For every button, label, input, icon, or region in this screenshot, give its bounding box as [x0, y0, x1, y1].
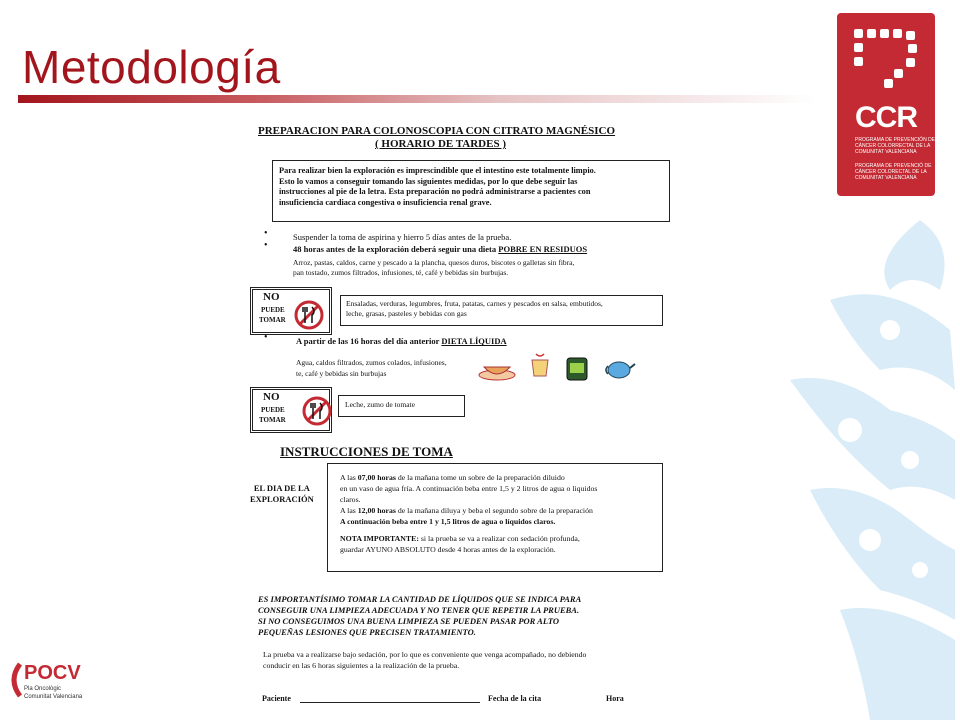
puede-label: PUEDE: [261, 306, 285, 314]
allowed-line: pan tostado, zumos filtrados, infusiones, té, café y bebidas sin burbujas.: [293, 268, 509, 277]
instr-line: A las 12,00 horas de la mañana diluya y beba el segundo sobre de la preparación: [340, 506, 593, 515]
ccr-mark-icon: [854, 29, 918, 95]
slide-title: Metodología: [22, 41, 281, 93]
puede-label: PUEDE: [261, 406, 285, 414]
intro-line: instrucciones al pie de la letra. Esta preparación no podrá administrarse a pacientes con: [279, 187, 591, 196]
bullet-2-underline: POBRE EN RESIDUOS: [498, 244, 588, 254]
allowed-line: te, café y bebidas sin burbujas: [296, 369, 387, 378]
jar-icon: [564, 354, 590, 382]
sedation-line: conducir en las 6 horas siguientes a la realización de la prueba.: [263, 661, 460, 670]
instr-line: A las 07,00 horas de la mañana tome un sobre de la preparación diluido: [340, 473, 565, 482]
tomar-label: TOMAR: [259, 316, 286, 324]
pocv-mark-icon: [6, 660, 26, 700]
soup-bowl-icon: [478, 357, 516, 381]
warning-text: [258, 594, 581, 638]
pocv-sub2: Comunitat Valenciana: [24, 694, 83, 700]
no-food-icon: [302, 396, 332, 426]
no-label: NO: [263, 291, 280, 303]
allowed-foods-2: [296, 357, 447, 379]
warning-line: CONSEGUIR UNA LIMPIEZA ADECUADA Y NO TENER QUE REPETIR LA PRUEBA.: [258, 605, 580, 615]
warning-line: SI NO CONSEGUIMOS UNA BUENA LIMPIEZA SE PUEDEN PASAR POR ALTO: [258, 616, 560, 626]
bullet-dot: •: [264, 228, 268, 239]
day-label-line: EXPLORACIÓN: [250, 493, 314, 504]
instr-line: en un vaso de agua fría. A continuación beba entre 1,5 y 2 litros de agua o liquidos: [340, 484, 598, 493]
intro-line: insuficiencia cardiaca congestiva o insuficiencia renal grave.: [279, 197, 492, 207]
instr-line: claros.: [340, 495, 361, 504]
warning-line: ES IMPORTANTÍSIMO TOMAR LA CANTIDAD DE LÍQUIDOS QUE SE INDICA PARA: [258, 594, 582, 604]
allowed-foods-1: [293, 258, 574, 278]
instructions-heading: INSTRUCCIONES DE TOMA: [280, 444, 453, 459]
background-emblem-art: [770, 220, 960, 720]
bullet-1: Suspender la toma de aspirina y hierro 5 días antes de la prueba.: [293, 232, 512, 242]
warning-line: PEQUEÑAS LESIONES QUE PRECISEN TRATAMIENTO.: [258, 627, 476, 637]
footer-fecha: Fecha de la cita: [488, 694, 542, 703]
instructions-text: [340, 472, 597, 555]
forbidden-foods-1: [346, 299, 603, 319]
title-rule: [18, 95, 818, 103]
ccr-line1: PROGRAMA DE PREVENCIÓN DE CÁNCER COLORRECTAL DE LA COMUNITAT VALENCIANA: [855, 137, 936, 155]
pocv-sub1: Pla Oncològic: [24, 686, 62, 692]
nota-line-2: guardar AYUNO ABSOLUTO desde 4 horas antes de la exploración.: [340, 545, 556, 554]
doc-heading-1: PREPARACION PARA COLONOSCOPIA CON CITRATO MAGNÉSICO: [258, 125, 616, 137]
footer-paciente: Paciente: [262, 694, 291, 703]
instr-line: A continuación beba entre 1 y 1,5 litros de agua o líquidos claros.: [340, 517, 556, 526]
teapot-icon: [604, 356, 636, 380]
allowed-line: Arroz, pastas, caldos, carne y pescado a la plancha, quesos duros, biscotes o galletas sin fibra,: [293, 258, 575, 267]
ccr-logo: [837, 13, 935, 196]
intro-line: Esto lo vamos a conseguir tomando las siguientes medidas, por lo que debe seguir las: [279, 176, 578, 186]
no-food-icon: [294, 300, 324, 330]
intro-line: Para realizar bien la exploración es imprescindible que el intestino este totalmente limpio.: [279, 166, 596, 175]
forbidden-line: Ensaladas, verduras, legumbres, fruta, patatas, carnes y pescados en salsa, embutidos,: [346, 299, 603, 308]
forbidden-line: leche, grasas, pasteles y bebidas con gas: [346, 309, 467, 318]
cup-icon: [528, 352, 552, 380]
intro-text: [279, 166, 596, 208]
bullet-3: [296, 336, 507, 346]
bullet-dot: •: [264, 240, 268, 251]
footer-hora: Hora: [606, 694, 624, 703]
tomar-label: TOMAR: [259, 416, 286, 424]
bullet-3-underline: DIETA LÍQUIDA: [441, 336, 507, 346]
allowed-line: Agua, caldos filtrados, zumos colados, infusiones,: [296, 358, 447, 367]
bullet-dot: •: [264, 332, 268, 343]
forbidden-foods-2: Leche, zumo de tomate: [345, 400, 415, 409]
paciente-line: [300, 702, 480, 703]
doc-heading-2: ( HORARIO DE TARDES ): [375, 138, 506, 150]
no-label: NO: [263, 391, 280, 403]
bullet-2: [293, 244, 587, 254]
bullet-2-text: 48 horas antes de la exploración deberá seguir una dieta: [293, 244, 497, 254]
day-label-line: EL DIA DE LA: [253, 483, 310, 493]
bullet-3-text: A partir de las 16 horas del día anterior: [296, 336, 440, 346]
ccr-line2: PROGRAMA DE PREVENCIÓ DE CÀNCER COLORECTAL DE LA COMUNITAT VALENCIANA: [855, 163, 932, 181]
pocv-name: POCV: [24, 662, 81, 684]
nota-line: NOTA IMPORTANTE: si la prueba se va a realizar con sedación profunda,: [340, 534, 580, 543]
day-label: [250, 483, 314, 504]
sedation-text: [263, 649, 586, 671]
sedation-line: La prueba va a realizarse bajo sedación, por lo que es conveniente que venga acompañado, no debiendo: [263, 650, 587, 659]
ccr-acronym: CCR: [855, 101, 917, 134]
